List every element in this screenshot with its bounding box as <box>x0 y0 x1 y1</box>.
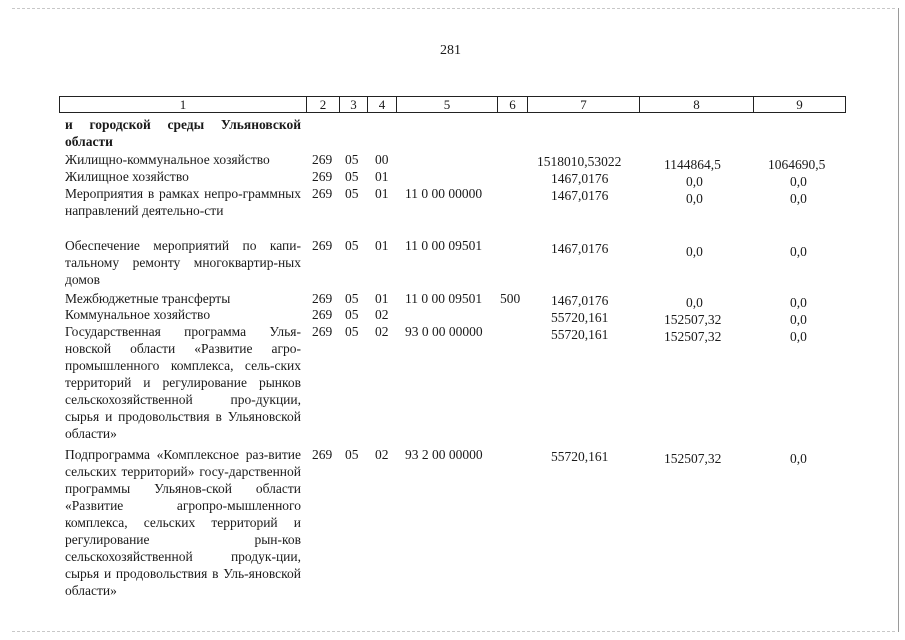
row-code-2: 269 <box>312 307 333 322</box>
header-col-9: 9 <box>753 96 846 113</box>
row-value-9: 0,0 <box>790 191 807 206</box>
row-name: Межбюджетные трансферты <box>65 291 231 306</box>
row-value-7: 1518010,53022 <box>537 154 622 169</box>
page-top-edge <box>12 8 895 9</box>
row-value-9: 1064690,5 <box>768 157 826 172</box>
header-col-1: 1 <box>59 96 307 113</box>
row-name: и городской среды Ульяновской области <box>65 117 301 149</box>
row-value-9: 0,0 <box>790 451 807 466</box>
row-name: Жилищно-коммунальное хозяйство <box>65 152 270 167</box>
row-code-4: 02 <box>375 324 389 339</box>
header-col-3: 3 <box>339 96 368 113</box>
row-code-4: 02 <box>375 307 389 322</box>
row-code-3: 05 <box>345 307 359 322</box>
page-bottom-edge <box>12 631 895 632</box>
row-code-3: 05 <box>345 238 359 253</box>
page-number: 281 <box>440 43 461 58</box>
row-code-2: 269 <box>312 152 333 167</box>
row-code-4: 01 <box>375 186 389 201</box>
row-value-9: 0,0 <box>790 174 807 189</box>
row-name: Жилищное хозяйство <box>65 169 189 184</box>
row-code-3: 05 <box>345 186 359 201</box>
row-code-2: 269 <box>312 169 333 184</box>
row-code-3: 05 <box>345 447 359 462</box>
page-right-edge <box>898 8 899 632</box>
row-value-8: 152507,32 <box>664 329 722 344</box>
row-code-3: 05 <box>345 291 359 306</box>
row-code-4: 00 <box>375 152 389 167</box>
row-code-3: 05 <box>345 169 359 184</box>
row-code-4: 01 <box>375 169 389 184</box>
row-name: Коммунальное хозяйство <box>65 307 211 322</box>
row-value-7: 1467,0176 <box>551 171 609 186</box>
row-value-8: 152507,32 <box>664 312 722 327</box>
row-code-3: 05 <box>345 152 359 167</box>
row-value-8: 1144864,5 <box>664 157 721 172</box>
row-code-2: 269 <box>312 324 333 339</box>
row-code-5: 11 0 00 00000 <box>405 186 483 201</box>
row-code-4: 01 <box>375 238 389 253</box>
row-value-8: 0,0 <box>686 295 703 310</box>
row-value-7: 1467,0176 <box>551 188 609 203</box>
row-value-8: 0,0 <box>686 244 703 259</box>
row-value-8: 0,0 <box>686 174 703 189</box>
row-code-2: 269 <box>312 447 333 462</box>
row-value-9: 0,0 <box>790 295 807 310</box>
row-code-2: 269 <box>312 238 333 253</box>
row-value-8: 0,0 <box>686 191 703 206</box>
header-col-5: 5 <box>396 96 498 113</box>
row-value-7: 1467,0176 <box>551 293 609 308</box>
row-code-5: 93 0 00 00000 <box>405 324 483 339</box>
header-col-6: 6 <box>497 96 528 113</box>
row-name: Подпрограмма «Комплексное раз-витие сельских территорий» госу-дарственной программы Ульянов-ской области «Развитие агропро-мышленного комплекса, сельских территорий и регулирование рын-ков сельскохозяйственной продук-ции, сырья и продовольствия в Уль-яновской области» <box>65 447 301 598</box>
row-code-4: 01 <box>375 291 389 306</box>
row-value-9: 0,0 <box>790 244 807 259</box>
row-value-8: 152507,32 <box>664 451 722 466</box>
row-value-7: 55720,161 <box>551 310 609 325</box>
header-col-4: 4 <box>367 96 397 113</box>
row-code-5: 11 0 00 09501 <box>405 291 483 306</box>
row-code-5: 11 0 00 09501 <box>405 238 483 253</box>
row-value-9: 0,0 <box>790 312 807 327</box>
row-value-7: 55720,161 <box>551 449 609 464</box>
header-col-8: 8 <box>639 96 754 113</box>
row-value-9: 0,0 <box>790 329 807 344</box>
row-code-6: 500 <box>500 291 521 306</box>
row-name: Государственная программа Улья-новской области «Развитие агро-промышленного комплекса, сель-ских территорий и регулирование рынков сельскохозяйственной про-дукции, сырья и продовольствия в Ульяновской области» <box>65 324 301 441</box>
header-col-2: 2 <box>306 96 340 113</box>
row-code-4: 02 <box>375 447 389 462</box>
row-code-3: 05 <box>345 324 359 339</box>
header-col-7: 7 <box>527 96 640 113</box>
row-code-2: 269 <box>312 291 333 306</box>
row-name: Обеспечение мероприятий по капи-тальному ремонту многоквартир-ных домов <box>65 238 301 287</box>
row-code-2: 269 <box>312 186 333 201</box>
row-value-7: 1467,0176 <box>551 241 609 256</box>
row-code-5: 93 2 00 00000 <box>405 447 483 462</box>
row-name: Мероприятия в рамках непро-граммных направлений деятельно-сти <box>65 186 301 218</box>
row-value-7: 55720,161 <box>551 327 609 342</box>
